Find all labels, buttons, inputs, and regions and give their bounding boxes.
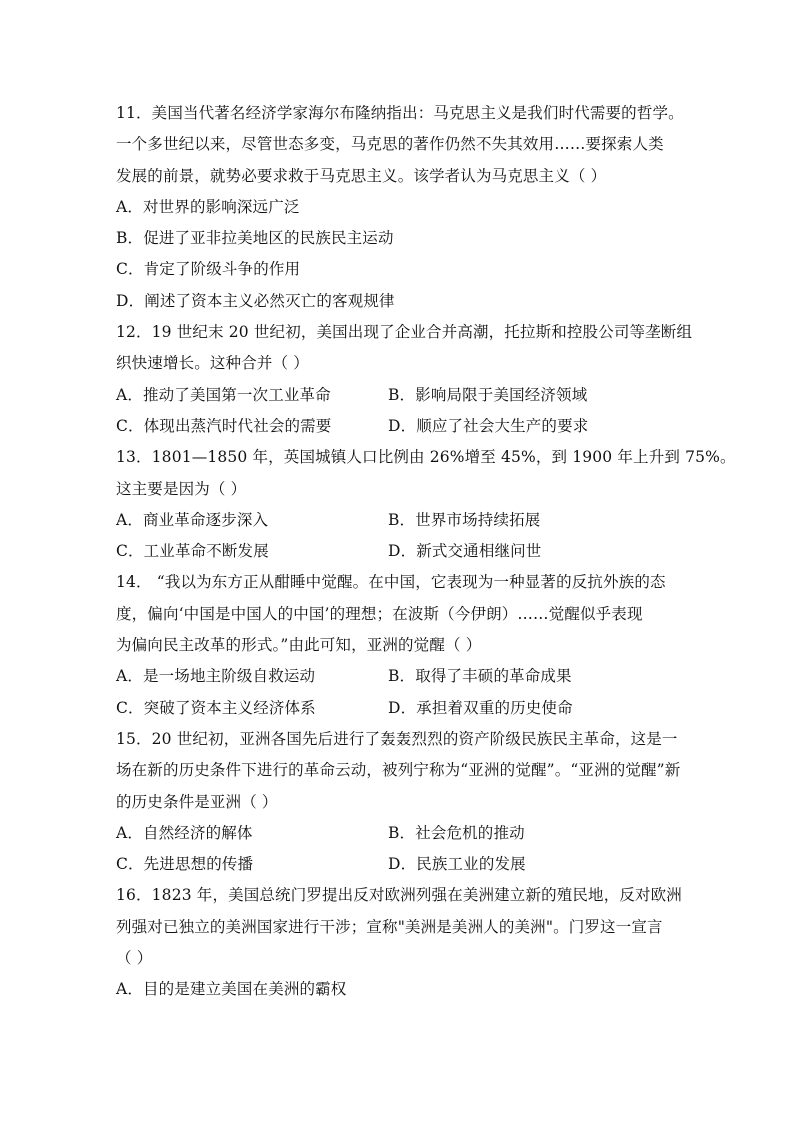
question-13-stem-line-1: 13．1801—1850 年，英国城镇人口比例由 26%增至 45%，到 1900 年上升到 75%。: [116, 448, 736, 467]
question-13-option-b: B．世界市场持续拓展: [388, 510, 541, 529]
question-14-option-c: C．突破了资本主义经济体系: [116, 698, 316, 717]
question-list: [116, 98, 736, 1006]
question-16-option-a: A．目的是建立美国在美洲的霸权: [116, 980, 347, 999]
question-12-options-row-2: [116, 411, 684, 442]
question-12-stem-line-1: 12．19 世纪末 20 世纪初，美国出现了企业合并高潮，托拉斯和控股公司等垄断组: [116, 323, 693, 342]
question-16-stem-line-1: 16．1823 年，美国总统门罗提出反对欧洲列强在美洲建立新的殖民地，反对欧洲: [116, 886, 682, 905]
question-15-option-c: C．先进思想的传播: [116, 855, 254, 874]
question-15-stem-line-1: 15．20 世纪初，亚洲各国先后进行了轰轰烈烈的资产阶级民族民主革命，这是一: [116, 729, 678, 748]
question-14-option-d: D．承担着双重的历史使命: [388, 698, 573, 717]
question-13-options-row-2: [116, 536, 684, 567]
question-13-option-a: A．商业革命逐步深入: [116, 510, 269, 529]
question-15-options-row-2: [116, 849, 684, 880]
question-15-option-a: A．自然经济的解体: [116, 823, 253, 842]
question-13-option-c: C．工业革命不断发展: [116, 542, 269, 561]
question-16: [116, 880, 684, 1005]
question-13-stem-line-2: 这主要是因为（ ）: [116, 479, 247, 498]
question-15: [116, 724, 684, 880]
question-14-options-row-1: [116, 661, 684, 692]
question-13-options-row-1: [116, 505, 684, 536]
question-14: [116, 567, 684, 723]
question-11-option-d: D．阐述了资本主义必然灭亡的客观规律: [116, 291, 395, 310]
question-14-stem-line-1: 14． “我以为东方正从酣睡中觉醒。在中国，它表现为一种显著的反抗外族的态: [116, 573, 666, 592]
question-15-option-d: D．民族工业的发展: [388, 855, 526, 874]
question-14-option-b: B．取得了丰硕的革命成果: [388, 667, 572, 686]
question-12-option-c: C．体现出蒸汽时代社会的需要: [116, 416, 332, 435]
question-16-stem-line-3: （ ）: [116, 949, 153, 968]
question-14-option-a: A．是一场地主阶级自救运动: [116, 667, 316, 686]
question-11: [116, 98, 684, 317]
question-11-stem-line-1: 11．美国当代著名经济学家海尔布隆纳指出：马克思主义是我们时代需要的哲学。: [116, 104, 684, 122]
question-11-option-c: C．肯定了阶级斗争的作用: [116, 260, 301, 279]
question-14-stem-line-3: 为偏向民主改革的形式。”由此可知，亚洲的觉醒（ ）: [116, 636, 482, 655]
question-13: [116, 442, 736, 567]
question-14-stem-line-2: 度，偏向‘中国是中国人的中国’的理想；在波斯（今伊朗）……觉醒似乎表现: [116, 604, 643, 623]
question-12-option-b: B．影响局限于美国经济领域: [388, 385, 588, 404]
question-12-stem-line-2: 织快速增长。这种合并（ ）: [116, 354, 309, 373]
question-12-option-a: A．推动了美国第一次工业革命: [116, 385, 331, 404]
question-12: [116, 317, 693, 442]
question-11-option-b: B．促进了亚非拉美地区的民族民主运动: [116, 229, 394, 248]
question-16-stem-line-2: 列强对已独立的美洲国家进行干涉；宣称"美洲是美洲人的美洲"。门罗这一宣言: [116, 917, 663, 936]
question-15-option-b: B．社会危机的推动: [388, 823, 525, 842]
question-14-options-row-2: [116, 693, 684, 724]
question-15-stem-line-3: 的历史条件是亚洲（ ）: [116, 792, 278, 811]
question-13-option-d: D．新式交通相继问世: [388, 542, 542, 561]
question-11-option-a: A．对世界的影响深远广泛: [116, 197, 300, 216]
question-15-options-row-1: [116, 818, 684, 849]
question-15-stem-line-2: 场在新的历史条件下进行的革命云动，被列宁称为“亚洲的觉醒”。“亚洲的觉醒”新: [116, 761, 681, 780]
question-12-option-d: D．顺应了社会大生产的要求: [388, 416, 589, 435]
question-12-options-row-1: [116, 380, 684, 411]
question-11-stem-line-3: 发展的前景，就势必要求救于马克思主义。该学者认为马克思主义（ ）: [116, 166, 607, 185]
question-11-stem-line-2: 一个多世纪以来，尽管世态多变，马克思的著作仍然不失其效用……要探索人类: [116, 135, 664, 154]
